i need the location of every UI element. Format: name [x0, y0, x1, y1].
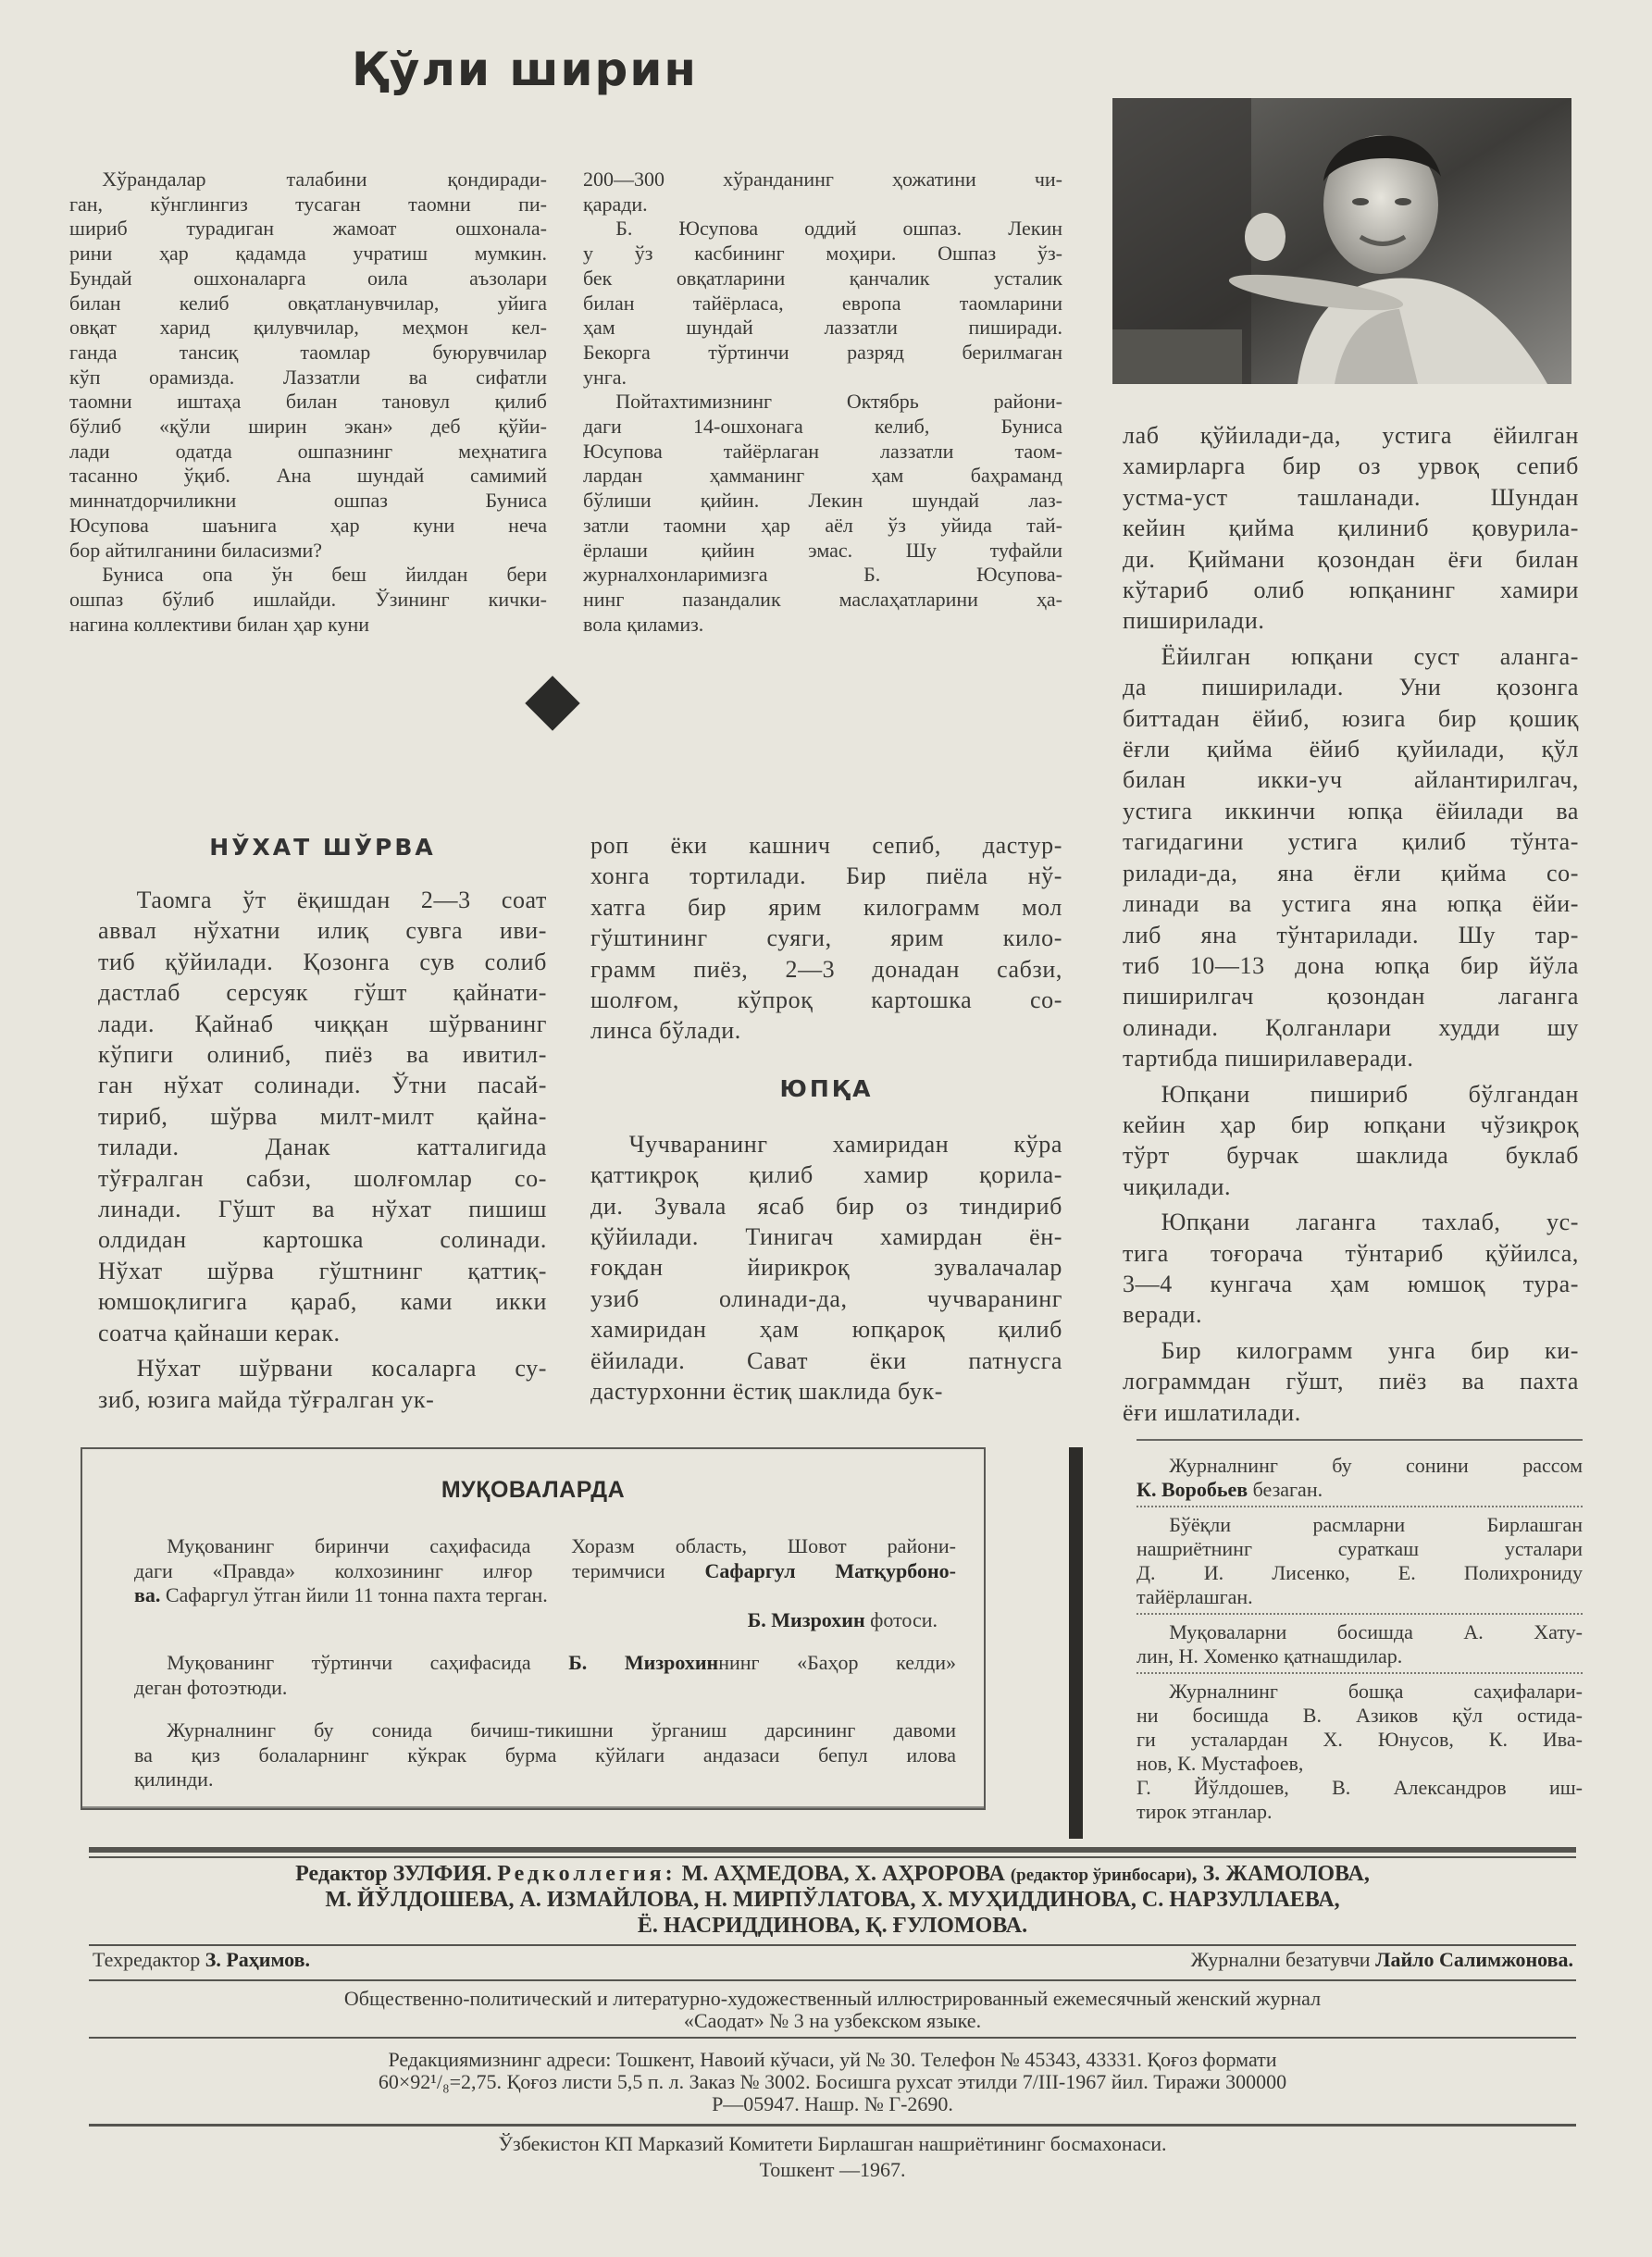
text-line: Нўхат шўрва гўштнинг қаттиқ-: [98, 1257, 547, 1284]
address-line-3: Р—05947. Нашр. № Г-2690.: [712, 2092, 953, 2115]
text-line: кейин ҳар бир юпқани чўзиқроқ: [1123, 1110, 1579, 1138]
recipe-heading: ЮПҚА: [779, 1074, 874, 1102]
text-line: узиб олинади-да, чучваранинг: [590, 1284, 1062, 1312]
text-line: [134, 1651, 956, 1676]
text-line: линса бўлади.: [590, 1017, 741, 1045]
text-line: тилади. Данак катталигида: [98, 1134, 547, 1161]
staff-credits: [1137, 1439, 1583, 1828]
text-line: ги усталардан Х. Юнусов, К. Ива-: [1137, 1728, 1583, 1751]
text-line: ёйилади. Сават ёки патнусга: [590, 1346, 1062, 1374]
text-line: қаради.: [583, 192, 648, 216]
text-line: миннатдорчиликни ошпаз Буниса: [69, 489, 547, 513]
text-line: ган нўхат солинади. Ўтни пасай-: [98, 1072, 547, 1099]
text-line: дастурхонни ёстиқ шаклида бук-: [590, 1378, 943, 1406]
text-line: ди. Зувала ясаб бир оз тиндириб: [590, 1192, 1062, 1220]
text-line: ди. Қиймани қозондан ёғи билан: [1123, 545, 1579, 573]
text-line: хамиридан ҳам юпқароқ қилиб: [590, 1316, 1062, 1344]
tech-editor: [93, 1948, 310, 1972]
person-name: Сафаргул Матқурбоно-: [704, 1558, 956, 1582]
text-line: тириб, шўрва милт-милт қайна-: [98, 1102, 547, 1130]
recipe-continuation: [590, 830, 1062, 1047]
text-line: дастлаб серсуяк гўшт қайнати-: [98, 979, 547, 1007]
text-line: нинг пазандалик маслаҳатларини ҳа-: [583, 587, 1062, 611]
text-line: грамм пиёз, 2—3 донадан сабзи,: [590, 955, 1062, 983]
text-line: кўтариб олиб юпқанинг хамири: [1123, 577, 1579, 604]
text-line: Юсупова шаънига ҳар куни неча: [69, 513, 547, 537]
text-line: лин, Н. Хоменко қатнашдилар.: [1137, 1644, 1403, 1668]
text-line: Ёйилган юпқани суст аланга-: [1161, 642, 1579, 670]
text-line: 3—4 кунгача ҳам юмшоқ тура-: [1123, 1270, 1579, 1297]
text-line: Бўёқли расмларни Бирлашган: [1169, 1513, 1583, 1536]
text-line: ғоқдан йирикроқ зувалачалар: [590, 1254, 1062, 1282]
paragraph: [1123, 641, 1579, 1074]
text-line: Д. И. Лисенко, Е. Полихрониду: [1137, 1561, 1583, 1584]
text-line: да пиширилади. Уни қозонга: [1123, 674, 1579, 701]
text-line: лади. Қайнаб чиққан шўрванинг: [98, 1010, 547, 1037]
text-line: соатча қайнаши керак.: [98, 1319, 341, 1346]
text-line: ни босишда В. Азиков қўл остида-: [1137, 1704, 1583, 1727]
text-line: олдидан картошка солинади.: [98, 1226, 547, 1254]
credit-paragraph: [1137, 1680, 1583, 1776]
box-paragraph: [134, 1651, 956, 1700]
paragraph: [1123, 1335, 1579, 1428]
recipe-body: [590, 1129, 1062, 1408]
text-line: [1137, 1478, 1583, 1502]
text-line: ва қиз болаларнинг кўкрак бурма кўйлаги андазаси бепул илова: [134, 1742, 956, 1767]
text-line: зиб, юзига майда тўғралган ук-: [98, 1385, 435, 1413]
printing-place-year: Тошкент —1967.: [759, 2158, 906, 2181]
recipe-nukhat-shurva: [98, 829, 547, 1415]
address-line-1: Редакциямизнинг адреси: Тошкент, Навоий кўчаси, уй № 30. Телефон № 45343, 43331. Қоғоз формати: [388, 2048, 1277, 2071]
paragraph: [590, 1129, 1062, 1408]
text: нинг «Баҳор келди»: [718, 1651, 956, 1674]
text-line: ёғли қийма ёйиб қуйилади, қўл: [1123, 736, 1579, 763]
board-label: Редколлегия:: [497, 1862, 677, 1886]
address-line-2: 60×92¹/₈=2,75. Қоғоз листи 5,5 п. л. Заказ № 3002. Босишга рухсат этилди 7/III-1967 йил. Тиражи 300000: [378, 2070, 1287, 2093]
text-line: қилинди.: [134, 1767, 214, 1791]
rule: [89, 1944, 1576, 1946]
text-line: [134, 1534, 956, 1559]
intro-column-1: [69, 167, 547, 637]
recipe-heading: НЎХАТ ШЎРВА: [209, 834, 436, 861]
text-line: веради.: [1123, 1301, 1203, 1329]
paragraph: [98, 885, 547, 1348]
text-line: Журналнинг бу сонини рассом: [1169, 1454, 1583, 1477]
rule: [89, 1856, 1576, 1858]
text-line: шолғом, кўпроқ картошка со-: [590, 986, 1062, 1014]
text-line: Бундай ошхоналарга оила аъзолари: [69, 266, 547, 290]
russian-description-line-1: Общественно-политический и литературно-художественный иллюстрированный ежемесячный женский журнал: [343, 1987, 1322, 2010]
text-line: Юпқани пишириб бўлгандан: [1161, 1080, 1579, 1108]
text-line: лограммдан гўшт, пиёз ва пахта: [1123, 1368, 1579, 1395]
text: фотоси.: [864, 1607, 938, 1631]
text-line: билан келиб овқатланувчилар, уйига: [69, 291, 547, 315]
diamond-ornament-icon: [525, 676, 579, 730]
text-line: лардан ҳамманинг ҳам баҳраманд: [583, 464, 1062, 488]
text-line: Таомга ўт ёқишдан 2—3 соат: [136, 887, 547, 913]
paragraph: [583, 167, 1062, 217]
vertical-black-bar: [1069, 1447, 1083, 1839]
text: безаган.: [1248, 1478, 1323, 1501]
text-line: [134, 1583, 956, 1608]
text-line: Бир килограмм унга бир ки-: [1161, 1336, 1579, 1364]
text-line: затли таомни ҳар аёл ўз уйида тай-: [583, 513, 1062, 537]
paragraph: [98, 1353, 547, 1415]
text-line: Чучваранинг хамиридан кўра: [628, 1130, 1062, 1158]
label: Журнални безатувчи: [1190, 1948, 1376, 1971]
text-line: устма-уст ташланади. Шундан: [1123, 483, 1579, 511]
recipe-body: [98, 885, 547, 1415]
text-line: тайёрлашган.: [1137, 1585, 1253, 1608]
text-line: кейин қийма қилиниб қовурила-: [1123, 515, 1579, 542]
board-note: (редактор ўринбосари): [1010, 1866, 1192, 1885]
text-line: тагидагини устига қилиб тўнта-: [1123, 828, 1579, 856]
intro-column-2: [583, 167, 1062, 637]
editorial-board-line-2: М. ЙЎЛДОШЕВА, А. ИЗМАЙЛОВА, Н. МИРПЎЛАТОВА, Х. МУҲИДДИНОВА, С. НАРЗУЛЛАЕВА,: [325, 1888, 1340, 1912]
text: даги «Правда» колхозининг илғор теримчиси: [134, 1558, 705, 1582]
text-line: тўрт бурчак шаклида буклаб: [1123, 1142, 1579, 1170]
text-line: рини ҳар қадамда учратиш мумкин.: [69, 242, 547, 266]
text: Муқованинг тўртинчи саҳифасида: [167, 1651, 569, 1674]
text-line: билан тайёрласа, европа таомларини: [583, 291, 1062, 315]
paragraph: [1123, 1207, 1579, 1331]
text-line: хамирларга бир оз урвоқ сепиб: [1123, 453, 1579, 480]
paragraph: [69, 563, 547, 637]
text-line: ган, кўнглингиз тусаган таомни пи-: [69, 192, 547, 216]
text-line: нагина коллективи билан ҳар куни: [69, 612, 369, 636]
text-line: устига иккинчи юпқа ёйилади ва: [1123, 797, 1579, 825]
text-line: Пойтахтимизнинг Октябрь райони-: [615, 390, 1062, 414]
box-heading: МУҚОВАЛАРДА: [441, 1477, 626, 1503]
text-line: Хўрандалар талабини қондиради-: [102, 167, 547, 191]
paragraph: [583, 390, 1062, 637]
text-line: Журналнинг бу сонида бичиш-тикишни ўрганиш дарсининг давоми: [167, 1718, 956, 1742]
text-line: тирок этганлар.: [1137, 1800, 1273, 1823]
paragraph: [1123, 1079, 1579, 1203]
text-line: [134, 1559, 956, 1584]
text-line: хонга тортилади. Бир пиёла нў-: [590, 862, 1062, 890]
text-line: юмшоқлигига қараб, ками икки: [98, 1288, 547, 1316]
text-line: лаб қўйилади-да, устига ёйилган: [1123, 422, 1579, 449]
text-line: бўлиб «қўли ширин экан» деб қўйи-: [69, 415, 547, 439]
text-line: Юсупова тайёрлаган лаззатли таом-: [583, 439, 1062, 463]
box-paragraph: [134, 1718, 956, 1792]
text-line: пиширилади.: [1123, 607, 1265, 635]
box-paragraph: [134, 1534, 956, 1632]
text-line: унга.: [583, 365, 627, 389]
text-line: олинади. Қолганлари худди шу: [1123, 1013, 1579, 1041]
text-line: бўлиши қийин. Лекин шундай лаз-: [583, 489, 1062, 513]
text-line: Журналнинг бошқа саҳифалари-: [1169, 1680, 1583, 1703]
thick-rule: [89, 1847, 1576, 1853]
russian-description-line-2: «Саодат» № 3 на узбекском языке.: [683, 2009, 982, 2032]
editorial-board-line-3: Ё. НАСРИДДИНОВА, Қ. ҒУЛОМОВА.: [637, 1914, 1028, 1938]
recipe-yupqa-column-3: [1123, 420, 1579, 1428]
text-line: 200—300 хўранданинг ҳожатини чи-: [583, 167, 1062, 191]
text-line: линади ва устига яна юпқа ёйи-: [1123, 890, 1579, 918]
board-members: , З. ЖАМОЛОВА,: [1191, 1862, 1370, 1886]
text-line: кўп орамизда. Лаззатли ва сифатли: [69, 365, 547, 389]
text-line: ёрлаши қийин эмас. Шу туфайли: [583, 538, 1062, 562]
text-line: кўпиги олиниб, пиёз ва ивитил-: [98, 1041, 547, 1069]
text: Муқованинг биринчи саҳифасида Хоразм область, Шовот райони-: [167, 1534, 956, 1557]
printing-house: Ўзбекистон КП Марказий Комитети Бирлашган нашриётининг босмахонаси.: [498, 2132, 1167, 2155]
credit-block: [1137, 1506, 1583, 1613]
photographer-name: Б. Мизрохин: [747, 1607, 865, 1631]
text-line: даги 14-ошхонага келиб, Буниса: [583, 415, 1062, 439]
text-line: тасанно ўқиб. Ана шундай самимий: [69, 464, 547, 488]
text-line: Муқоваларни босишда А. Хату-: [1169, 1620, 1583, 1643]
text-line: роп ёки кашнич сепиб, дастур-: [590, 832, 1062, 859]
text-line: журналхонларимизга Б. Юсупова-: [583, 563, 1062, 587]
text: Сафаргул ўтган йили 11 тонна пахта терган.: [160, 1583, 548, 1606]
text-line: бек овқатларини қанчалик усталик: [583, 266, 1062, 290]
text-line: Юпқани лаганга тахлаб, ус-: [1161, 1209, 1579, 1236]
text-line: аввал нўхатни илиқ сувга иви-: [98, 917, 547, 945]
rule: [89, 1979, 1576, 1981]
label: Техредактор: [93, 1948, 205, 1971]
text-line: Нўхат шўрвани косаларга су-: [136, 1355, 547, 1383]
text-line: тартибда пиширилаверади.: [1123, 1045, 1414, 1073]
name: З. Раҳимов.: [205, 1948, 310, 1971]
text-line: деган фотоэтюди.: [134, 1675, 288, 1699]
name: Лайло Салимжонова.: [1375, 1948, 1573, 1971]
credit-paragraph: [1137, 1776, 1583, 1824]
paragraph: [1123, 420, 1579, 637]
text-line: Б. Юсупова оддий ошпаз. Лекин: [615, 217, 1062, 241]
covers-info-box: [81, 1447, 986, 1810]
person-name: ва.: [134, 1583, 161, 1606]
board-members: М. АҲМЕДОВА, Х. АҲРОРОВА: [676, 1862, 1011, 1886]
text-line: нашриётнинг сураткаш усталари: [1137, 1537, 1583, 1560]
text-line: шириб турадиган жамоат ошхонала-: [69, 217, 547, 241]
text-line: тиб 10—13 дона юпқа бир йўла: [1123, 951, 1579, 979]
editor: Редактор ЗУЛФИЯ.: [295, 1862, 498, 1886]
text-line: бор айтилганини биласизми?: [69, 538, 323, 562]
paragraph: [69, 167, 547, 563]
text-line: билан икки-уч айлантирилгач,: [1123, 766, 1579, 794]
editorial-board-line-1: [89, 1861, 1576, 1889]
artist-name: К. Воробьев: [1137, 1478, 1248, 1501]
credit-block: [1137, 1672, 1583, 1828]
text-line: линади. Гўшт ва нўхат пишиш: [98, 1196, 547, 1223]
rule: [89, 2037, 1576, 2039]
text-line: биттадан ёйиб, юзига бир қошиқ: [1123, 704, 1579, 732]
cook-photo: [1112, 98, 1571, 384]
text-line: тўғралган сабзи, шолғомлар со-: [98, 1164, 547, 1192]
text-line: қўйилади. Тинигач хамирдан ён-: [590, 1223, 1062, 1251]
text-line: Бекорга тўртинчи разряд берилмаган: [583, 340, 1062, 364]
rule: [89, 2124, 1576, 2127]
text-line: у ўз касбининг моҳири. Ошпаз ўз-: [583, 242, 1062, 266]
text-line: қаттиқроқ қилиб хамир қорила-: [590, 1161, 1062, 1189]
text-line: тиб қўйилади. Қозонга сув солиб: [98, 948, 547, 975]
photo-credit: [134, 1608, 956, 1633]
text-line: нов, К. Мустафоев,: [1137, 1752, 1304, 1775]
recipe-column-2: [590, 830, 1062, 1408]
text-line: ҳам шундай лаззатли пиширади.: [583, 316, 1062, 340]
text-line: гўштининг суяги, ярим кило-: [590, 924, 1062, 952]
article-title: Қўли ширин: [352, 43, 698, 96]
text-line: тига тоғорача тўнтариб қўйилса,: [1123, 1239, 1579, 1267]
text-line: овқат харид қилувчилар, меҳмон кел-: [69, 316, 547, 340]
paragraph: [583, 217, 1062, 390]
text-line: ошпаз бўлиб ишлайди. Ўзининг кички-: [69, 587, 547, 611]
text-line: ганда тансиқ таомлар буюрувчилар: [69, 340, 547, 364]
text-line: таомни иштаҳа билан тановул қилиб: [69, 390, 547, 414]
credit-block: [1137, 1448, 1583, 1506]
text-line: лади одатда ошпазнинг меҳнатига: [69, 439, 547, 463]
text-line: либ яна тўнтарилади. Шу тар-: [1123, 921, 1579, 949]
credit-block: [1137, 1613, 1583, 1672]
text-line: пиширилгач қозондан лаганга: [1123, 983, 1579, 1011]
designer: [1191, 1948, 1573, 1972]
text-line: чиқилади.: [1123, 1172, 1232, 1200]
text-line: хатга бир ярим килограмм мол: [590, 893, 1062, 921]
text-line: рилади-да, яна ёғли қийма со-: [1123, 859, 1579, 887]
text-line: Буниса опа ўн беш йилдан бери: [102, 563, 547, 587]
text-line: вола қиламиз.: [583, 612, 704, 636]
photographer-name: Б. Мизрохин: [568, 1651, 719, 1674]
text-line: Г. Йўлдошев, В. Александров иш-: [1137, 1776, 1583, 1799]
text-line: ёғи ишлатилади.: [1123, 1398, 1301, 1426]
